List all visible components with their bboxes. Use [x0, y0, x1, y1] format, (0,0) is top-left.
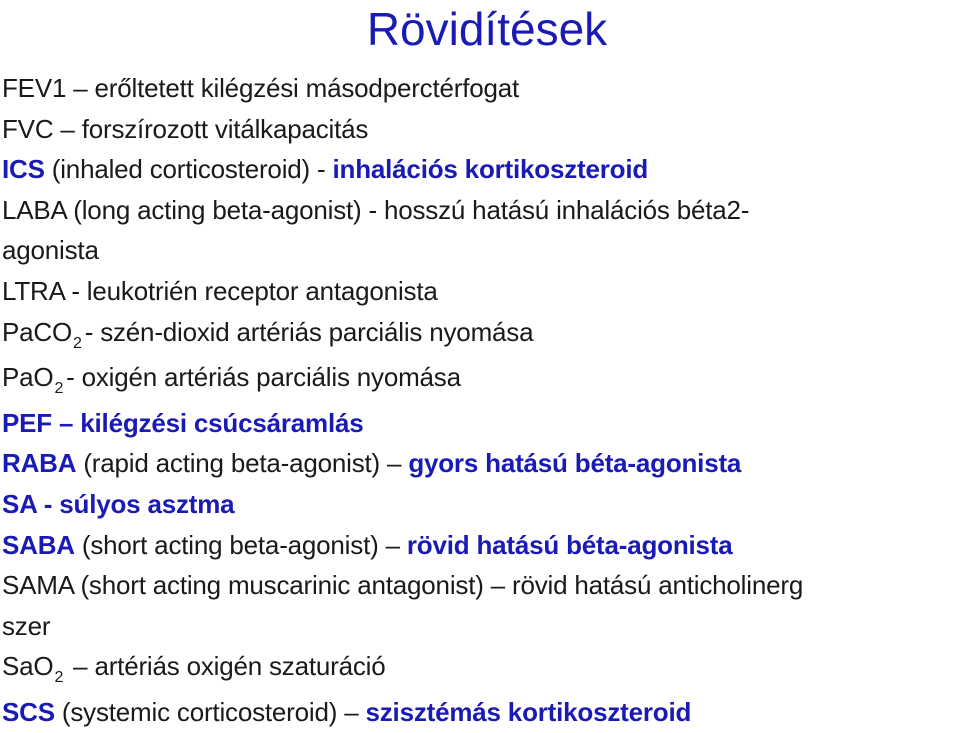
abbr-line-sao2: SaO$_2$ – artériás oxigén szaturáció — [2, 651, 386, 687]
abbr-line-pef: PEF – kilégzési csúcsáramlás — [2, 407, 364, 438]
abbr-line-fev1: FEV1 – erőltetett kilégzési másodperctérfogat — [2, 73, 520, 103]
abbr-line-laba: LABA (long acting beta-agonist) - hosszú hatású inhalációs béta2- — [2, 194, 750, 225]
abbr-expansion: (short acting beta-agonist) – — [74, 529, 407, 560]
abbr-expansion: (rapid acting beta-agonist) – — [76, 448, 409, 479]
abbr-line-ltra: LTRA - leukotrién receptor antagonista — [2, 275, 438, 306]
abbr-line-paco2: PaCO$_2$ - szén-dioxid artériás parciális nyomása — [2, 316, 534, 352]
abbr-term: SCS — [2, 696, 55, 727]
subscript: 2 — [54, 669, 64, 687]
abbr-line-sama: SAMA (short acting muscarinic antagonist) – rövid hatású anticholinerg — [2, 570, 804, 601]
abbr-definition: szisztémás kortikoszteroid — [365, 696, 692, 727]
abbr-line-ics — [2, 149, 958, 190]
abbr-expansion: (inhaled corticosteroid) - — [44, 154, 333, 185]
abbr-line-scs — [2, 692, 958, 733]
abbr-term: ICS — [2, 154, 45, 185]
abbr-line-saba — [2, 525, 958, 566]
abbr-line-fvc: FVC – forszírozott vitálkapacitás — [2, 113, 369, 144]
abbr-line-pao2: PaO$_2$ - oxigén artériás parciális nyomása — [2, 362, 461, 398]
abbr-definition: gyors hatású béta-agonista — [408, 448, 742, 479]
abbr-line-laba-cont: agonista — [2, 235, 99, 266]
abbr-line-sa: SA - súlyos asztma — [2, 488, 235, 519]
abbr-expansion: (systemic corticosteroid) – — [54, 696, 366, 727]
page-title: Rövidítések — [366, 3, 608, 55]
abbreviation-list — [2, 68, 958, 733]
abbr-line-sama-cont: szer — [2, 610, 51, 641]
abbr-term: SABA — [2, 529, 75, 560]
abbr-definition: rövid hatású béta-agonista — [406, 529, 733, 560]
abbr-definition: inhalációs kortikoszteroid — [332, 154, 649, 185]
abbr-line-raba — [2, 443, 958, 484]
abbr-term: RABA — [2, 448, 77, 479]
subscript: 2 — [73, 334, 82, 352]
subscript: 2 — [54, 380, 64, 398]
